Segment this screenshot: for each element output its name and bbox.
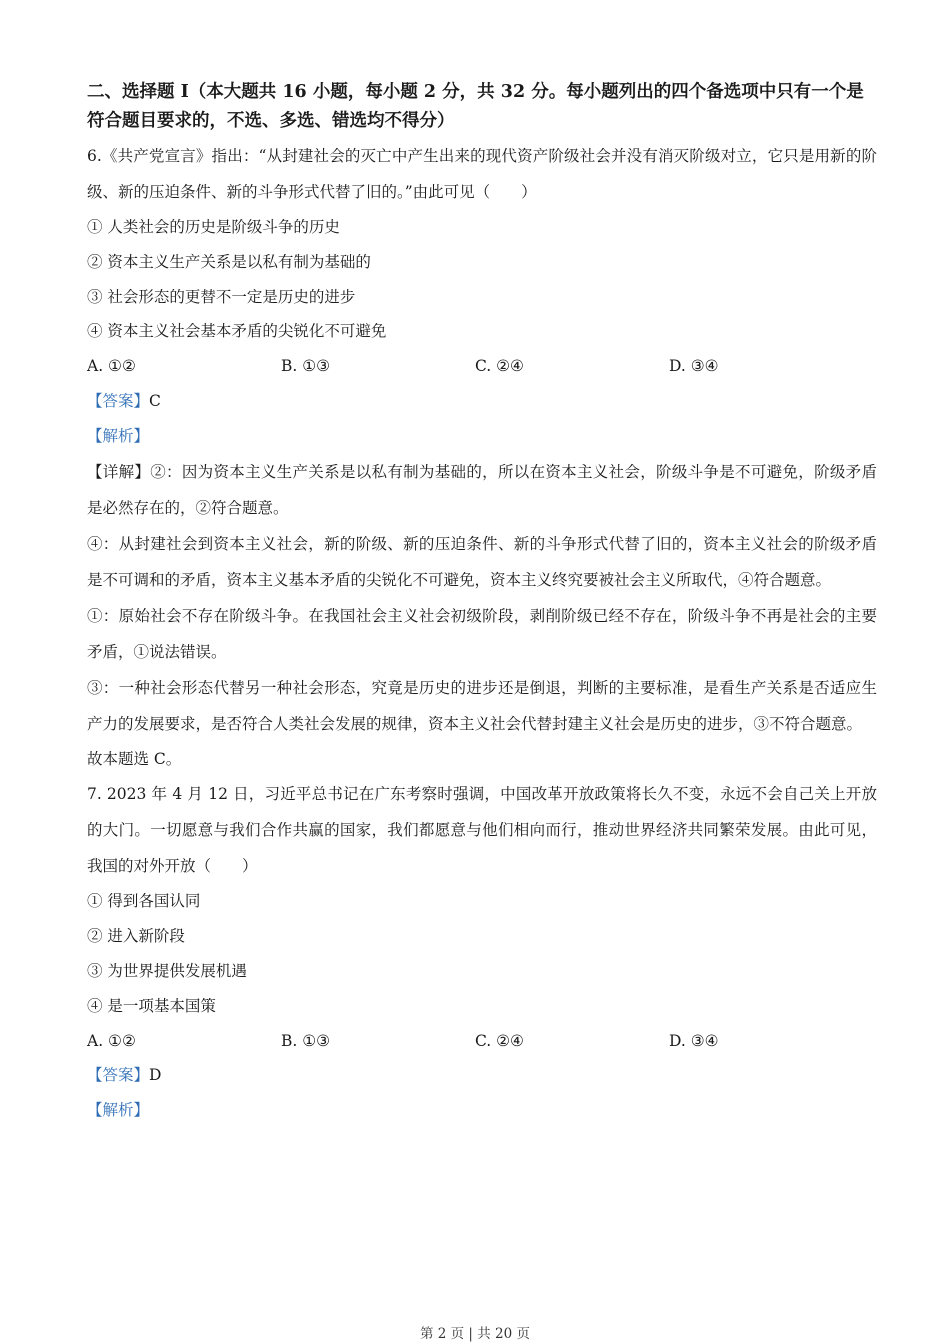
option-c: C. ②④: [475, 357, 524, 376]
analysis-line: [87, 1093, 877, 1128]
answer-value: D: [149, 1066, 162, 1085]
answer-options: [87, 349, 877, 384]
conclusion: 故本题选 C。: [87, 749, 182, 768]
detail-paragraph: ③：一种社会形态代替另一种社会形态，究竟是历史的进步还是倒退，判断的主要标准，是看生产关系是否适应生产力的发展要求，是否符合人类社会发展的规律，资本主义社会代替封建主义社会是历史的进步，③不符合题意。: [87, 678, 877, 733]
option-b: B. ①③: [281, 1031, 331, 1050]
detail-tag: 【详解】: [87, 462, 151, 481]
answer-tag: 【答案】: [87, 1066, 150, 1085]
question-6: [87, 138, 877, 776]
statement-item: ② 资本主义生产关系是以私有制为基础的: [87, 252, 371, 271]
option-c: C. ②④: [475, 1031, 524, 1050]
option-d: D. ③④: [669, 1031, 719, 1050]
statement-item: ② 进入新阶段: [87, 927, 185, 946]
option-d: D. ③④: [669, 357, 719, 376]
option-b: B. ①③: [281, 357, 331, 376]
statement-item: ④ 资本主义社会基本矛盾的尖锐化不可避免: [87, 322, 387, 341]
option-a: A. ①②: [87, 1031, 136, 1050]
statement-item: ③ 为世界提供发展机遇: [87, 961, 247, 980]
analysis-line: [87, 419, 877, 454]
analysis-tag: 【解析】: [87, 1101, 150, 1120]
page-footer: 第 2 页 | 共 20 页: [419, 1326, 531, 1342]
detail-paragraph: ①：原始社会不存在阶级斗争。在我国社会主义社会初级阶段，剥削阶级已经不存在，阶级斗争不再是社会的主要矛盾，①说法错误。: [87, 606, 877, 661]
statement-item: ④ 是一项基本国策: [87, 996, 216, 1015]
question-stem: 6.《共产党宣言》指出：“从封建社会的灭亡中产生出来的现代资产阶级社会并没有消灭阶级对立，它只是用新的阶级、新的压迫条件、新的斗争形式代替了旧的。”由此可见（ ）: [87, 147, 877, 201]
document-page: [87, 78, 877, 1128]
section-title: 二、选择题 I（本大题共 16 小题，每小题 2 分，共 32 分。每小题列出的四个备选项中只有一个是符合题目要求的，不选、多选、错选均不得分）: [87, 82, 864, 131]
analysis-tag: 【解析】: [87, 426, 150, 445]
statement-item: ① 人类社会的历史是阶级斗争的历史: [87, 218, 340, 236]
answer-value: C: [149, 391, 161, 410]
question-7: [87, 776, 877, 1128]
option-a: A. ①②: [87, 357, 136, 376]
detail-paragraph: [87, 454, 877, 526]
answer-line: [87, 1058, 877, 1093]
detail-text: ②：因为资本主义生产关系是以私有制为基础的，所以在资本主义社会，阶级斗争是不可避免，阶级矛盾是必然存在的，②符合题意。: [87, 462, 877, 517]
answer-tag: 【答案】: [87, 391, 150, 410]
detail-paragraph: ④：从封建社会到资本主义社会，新的阶级、新的压迫条件、新的斗争形式代替了旧的，资本主义社会的阶级矛盾是不可调和的矛盾，资本主义基本矛盾的尖锐化不可避免，资本主义终究要被社会主义所取代，④符合题意。: [87, 534, 877, 589]
statement-item: ③ 社会形态的更替不一定是历史的进步: [87, 287, 356, 306]
question-stem: 7. 2023 年 4 月 12 日，习近平总书记在广东考察时强调，中国改革开放政策将长久不变，永远不会自己关上开放的大门。一切愿意与我们合作共赢的国家，我们都愿意与他们相向而行，推动世界经济共同繁荣发展。由此可见，我国的对外开放（ ）: [87, 785, 877, 876]
answer-options: [87, 1024, 877, 1059]
statement-item: ① 得到各国认同: [87, 892, 201, 911]
answer-line: [87, 384, 877, 419]
